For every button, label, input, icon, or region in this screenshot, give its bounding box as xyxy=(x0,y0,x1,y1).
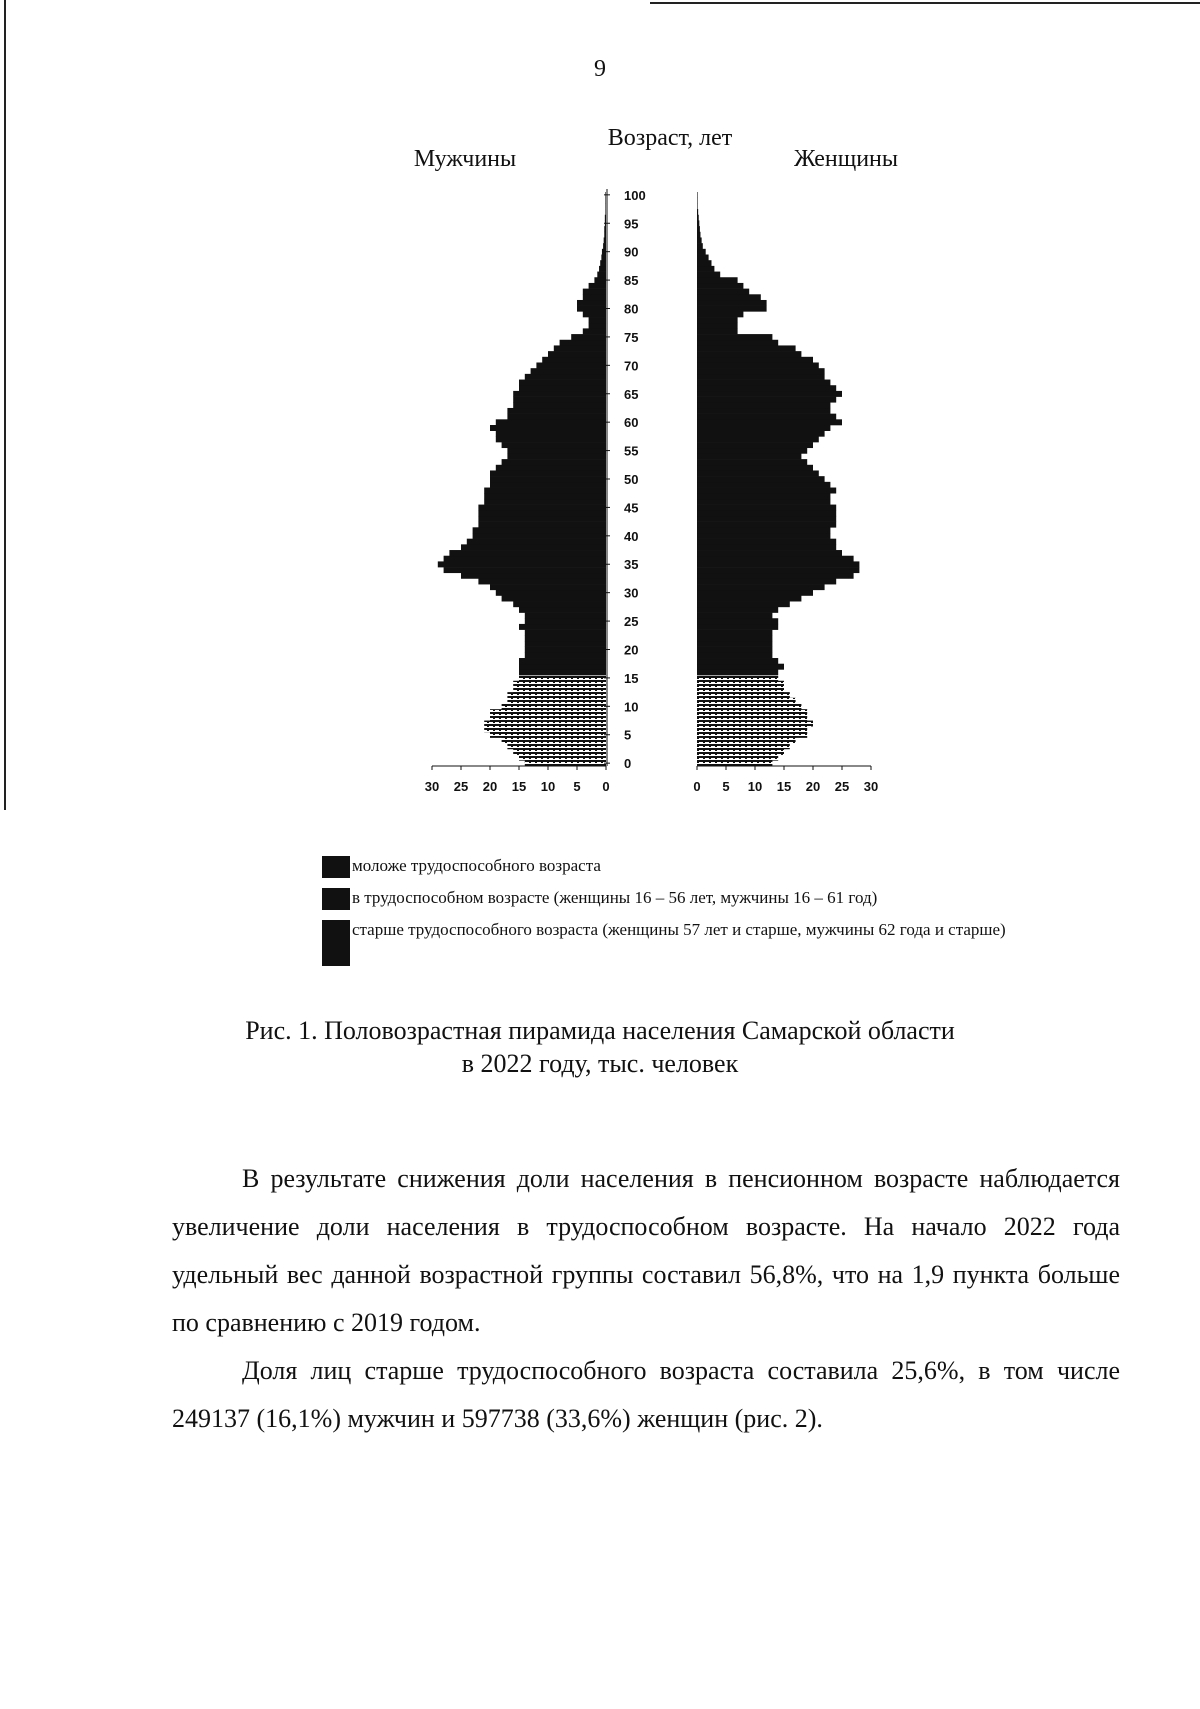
male-bar xyxy=(490,425,606,431)
male-bar xyxy=(513,686,606,692)
female-bar xyxy=(697,630,772,636)
female-bar xyxy=(697,527,830,533)
legend-label: в трудоспособном возрасте (женщины 16 – 56 лет, мужчины 16 – 61 год) xyxy=(352,888,878,907)
male-bar xyxy=(438,561,606,567)
page-number: 9 xyxy=(594,56,606,82)
female-bar xyxy=(697,738,796,744)
male-bar xyxy=(519,664,606,670)
caption-line-1: Рис. 1. Половозрастная пирамида населения Самарской области xyxy=(245,1016,955,1045)
male-bar xyxy=(513,681,606,687)
female-bar xyxy=(697,641,772,647)
male-bar xyxy=(461,544,606,550)
male-bar xyxy=(444,567,606,573)
legend-item-over-working xyxy=(322,919,1102,940)
male-value-tick-label: 30 xyxy=(424,779,440,794)
male-value-tick-label: 5 xyxy=(573,779,581,794)
male-bar xyxy=(519,380,606,386)
male-bar xyxy=(502,738,606,744)
female-bar xyxy=(697,448,807,454)
female-bar xyxy=(697,362,819,368)
male-bar xyxy=(589,317,606,323)
male-bar xyxy=(496,465,606,471)
female-bar xyxy=(697,686,784,692)
male-bar xyxy=(536,362,606,368)
female-bar xyxy=(697,510,836,516)
female-bar xyxy=(697,658,778,664)
female-bar xyxy=(697,345,796,351)
female-bar xyxy=(697,544,836,550)
female-bar xyxy=(697,272,720,278)
male-bar xyxy=(525,613,606,619)
male-bar xyxy=(490,482,606,488)
age-tick-label: 85 xyxy=(624,273,639,289)
male-bar xyxy=(525,647,606,653)
legend-swatch xyxy=(322,888,350,910)
male-bar xyxy=(599,266,606,272)
age-tick-label: 35 xyxy=(624,557,639,573)
male-bar xyxy=(467,539,606,545)
female-value-tick-label: 30 xyxy=(863,779,879,794)
female-bar xyxy=(697,613,772,619)
male-bar xyxy=(513,397,606,403)
age-tick-label: 45 xyxy=(624,500,639,516)
female-bar xyxy=(697,522,836,528)
male-bar xyxy=(461,573,606,579)
male-bar xyxy=(603,243,606,249)
female-bar xyxy=(697,635,772,641)
male-value-tick-label: 0 xyxy=(602,779,610,794)
caption-line-2: в 2022 году, тыс. человек xyxy=(461,1049,739,1078)
female-bar xyxy=(697,505,836,511)
female-value-tick-label: 20 xyxy=(805,779,821,794)
male-bar xyxy=(478,510,606,516)
female-bar xyxy=(697,652,772,658)
female-bar xyxy=(697,306,767,312)
male-bar xyxy=(507,743,606,749)
female-bar xyxy=(697,334,772,340)
age-tick-label: 50 xyxy=(624,472,639,487)
female-bar xyxy=(697,669,778,675)
male-bar xyxy=(583,311,606,317)
pyramid-svg xyxy=(0,0,1200,820)
male-bar xyxy=(604,232,606,238)
female-bar xyxy=(697,698,796,704)
male-side-label: Мужчины xyxy=(413,146,517,172)
male-bar xyxy=(513,402,606,408)
female-bar xyxy=(697,596,801,602)
legend-item-under-working xyxy=(322,855,1102,876)
female-bar xyxy=(697,470,819,476)
age-tick-label: 65 xyxy=(624,386,639,402)
male-bar xyxy=(605,209,606,215)
legend-swatch xyxy=(322,856,350,878)
male-bar xyxy=(507,692,606,698)
female-bar xyxy=(697,391,842,397)
female-bar xyxy=(697,243,703,249)
male-bar xyxy=(496,436,606,442)
female-bar xyxy=(697,436,819,442)
male-bar xyxy=(502,703,606,709)
female-bar xyxy=(697,493,830,499)
legend-label: моложе трудоспособного возраста xyxy=(352,856,601,875)
male-bar xyxy=(525,641,606,647)
female-bar xyxy=(697,203,698,209)
male-bar xyxy=(478,505,606,511)
male-bar xyxy=(604,237,606,243)
male-bar xyxy=(519,658,606,664)
female-bar xyxy=(697,311,743,317)
female-value-tick-label: 5 xyxy=(722,779,730,794)
age-tick-label: 100 xyxy=(624,187,646,203)
age-axis-title: Возраст, лет xyxy=(607,125,733,151)
male-bar xyxy=(478,516,606,522)
female-bar xyxy=(697,317,738,323)
male-bar xyxy=(577,306,606,312)
female-bar xyxy=(697,408,830,414)
female-bar xyxy=(697,357,813,363)
male-bar xyxy=(597,272,606,278)
male-bar xyxy=(496,419,606,425)
female-bar xyxy=(697,590,813,596)
female-bar xyxy=(697,220,699,226)
male-bar xyxy=(490,476,606,482)
female-bar xyxy=(697,397,836,403)
male-bar xyxy=(577,300,606,306)
female-bar xyxy=(697,743,790,749)
female-bar xyxy=(697,431,825,437)
age-tick-label: 0 xyxy=(624,756,632,772)
male-bar xyxy=(583,294,606,300)
male-bar xyxy=(507,453,606,459)
female-bar xyxy=(697,499,830,505)
male-bar xyxy=(484,499,606,505)
age-tick-label: 90 xyxy=(624,244,639,260)
female-bar xyxy=(697,618,778,624)
female-bar xyxy=(697,465,813,471)
female-value-tick-label: 0 xyxy=(693,779,701,794)
female-bar xyxy=(697,681,784,687)
female-bar xyxy=(697,664,784,670)
male-bar xyxy=(519,675,606,681)
age-tick-label: 25 xyxy=(624,614,639,630)
age-tick-label: 5 xyxy=(624,727,632,743)
paragraph-1: В результате снижения доли населения в пенсионном возрасте наблюдается увеличение доли населения в трудоспособном возрасте. На начало 2022 года удельный вес данной возрастной группы составил 56,8%, что на 1,9 пункта больше по сравнению с 2019 годом. xyxy=(172,1164,1120,1337)
age-tick-label: 60 xyxy=(624,415,639,431)
male-bar xyxy=(560,340,606,346)
female-value-tick-label: 10 xyxy=(747,779,763,794)
male-bar xyxy=(589,283,606,289)
age-tick-label: 80 xyxy=(624,301,639,317)
male-bar xyxy=(519,624,606,630)
female-bar xyxy=(697,209,698,215)
male-bar xyxy=(519,755,606,761)
age-tick-label: 75 xyxy=(624,329,639,345)
female-value-tick-label: 25 xyxy=(834,779,850,794)
age-tick-label: 15 xyxy=(624,670,639,686)
male-bar xyxy=(525,635,606,641)
female-bar xyxy=(697,323,738,329)
male-bar xyxy=(604,226,606,232)
age-tick-label: 70 xyxy=(624,358,639,374)
female-bar xyxy=(697,624,778,630)
age-tick-label: 55 xyxy=(624,443,639,459)
male-bar xyxy=(507,414,606,420)
male-value-tick-label: 15 xyxy=(511,779,527,794)
female-bar xyxy=(697,277,738,283)
female-bar xyxy=(697,584,825,590)
male-bar xyxy=(525,374,606,380)
female-bar xyxy=(697,561,859,567)
female-bar xyxy=(697,289,749,295)
female-bar xyxy=(697,533,830,539)
male-bar xyxy=(507,698,606,704)
male-bar xyxy=(478,522,606,528)
female-bar xyxy=(697,260,712,266)
female-bar xyxy=(697,647,772,653)
male-bar xyxy=(507,408,606,414)
male-bar xyxy=(490,715,606,721)
male-bar xyxy=(484,493,606,499)
male-bar xyxy=(502,442,606,448)
female-bar xyxy=(697,721,813,727)
male-bar xyxy=(583,289,606,295)
male-bar xyxy=(478,578,606,584)
age-tick-label: 40 xyxy=(624,528,639,544)
legend-item-working xyxy=(322,887,1102,908)
female-bar xyxy=(697,232,700,238)
male-value-tick-label: 20 xyxy=(482,779,498,794)
male-bar xyxy=(589,323,606,329)
female-bar xyxy=(697,374,825,380)
female-bar xyxy=(697,255,709,261)
female-bar xyxy=(697,732,807,738)
female-bars xyxy=(697,192,859,766)
male-bar xyxy=(490,470,606,476)
female-bar xyxy=(697,703,801,709)
male-bar xyxy=(513,601,606,607)
male-bar xyxy=(571,334,606,340)
female-bar xyxy=(697,249,706,255)
female-bar xyxy=(697,607,778,613)
male-bar xyxy=(605,198,606,204)
female-bar xyxy=(697,749,784,755)
female-bar xyxy=(697,425,830,431)
male-bar xyxy=(605,215,606,221)
female-bar xyxy=(697,351,801,357)
male-bar xyxy=(605,203,606,209)
male-bar xyxy=(525,760,606,766)
male-bar xyxy=(513,749,606,755)
female-bar xyxy=(697,601,790,607)
figure-caption xyxy=(0,1014,1200,1080)
female-bar xyxy=(697,476,825,482)
age-tick-label: 10 xyxy=(624,699,639,715)
female-bar xyxy=(697,516,836,522)
male-bar xyxy=(548,351,606,357)
male-bar xyxy=(554,345,606,351)
labels xyxy=(414,125,898,794)
male-bar xyxy=(490,732,606,738)
female-bar xyxy=(697,726,807,732)
body-text xyxy=(172,1155,1120,1443)
male-bar xyxy=(542,357,606,363)
paragraph-2: Доля лиц старше трудоспособного возраста составила 25,6%, в том числе 249137 (16,1%) мужчин и 597738 (33,6%) женщин (рис. 2). xyxy=(172,1356,1120,1433)
female-bar xyxy=(697,755,778,761)
age-tick-label: 30 xyxy=(624,585,639,601)
female-bar xyxy=(697,215,699,221)
male-bar xyxy=(519,669,606,675)
male-bar xyxy=(502,459,606,465)
age-tick-label: 20 xyxy=(624,642,639,658)
female-bar xyxy=(697,539,836,545)
male-bar xyxy=(519,607,606,613)
male-bar xyxy=(444,556,606,562)
female-bar xyxy=(697,578,836,584)
legend-label: старше трудоспособного возраста (женщины 57 лет и старше, мужчины 62 года и старше) xyxy=(352,920,1006,939)
female-bar xyxy=(697,567,859,573)
male-bar xyxy=(583,328,606,334)
female-bar xyxy=(697,380,830,386)
female-bar xyxy=(697,453,801,459)
male-bar xyxy=(531,368,606,374)
female-bar xyxy=(697,402,830,408)
male-bar xyxy=(519,385,606,391)
male-bar xyxy=(473,533,606,539)
female-bar xyxy=(697,760,772,766)
male-bar xyxy=(502,596,606,602)
male-bar xyxy=(496,590,606,596)
male-value-tick-label: 10 xyxy=(540,779,556,794)
female-bar xyxy=(697,226,700,232)
male-bar xyxy=(600,260,606,266)
female-bar xyxy=(697,340,778,346)
female-bar xyxy=(697,192,698,198)
legend xyxy=(322,855,1102,951)
female-bar xyxy=(697,573,854,579)
female-bar xyxy=(697,442,813,448)
male-bar xyxy=(449,550,606,556)
male-bar xyxy=(513,391,606,397)
female-bar xyxy=(697,385,836,391)
female-bar xyxy=(697,709,807,715)
male-bar xyxy=(496,431,606,437)
female-bar xyxy=(697,556,854,562)
female-bar xyxy=(697,328,738,334)
female-bar xyxy=(697,419,842,425)
female-bar xyxy=(697,294,761,300)
female-side-label: Женщины xyxy=(793,146,899,172)
female-bar xyxy=(697,414,836,420)
female-bar xyxy=(697,488,836,494)
female-bar xyxy=(697,715,807,721)
female-bar xyxy=(697,692,790,698)
male-bar xyxy=(484,726,606,732)
female-bar xyxy=(697,283,743,289)
male-bar xyxy=(490,709,606,715)
male-bar xyxy=(484,721,606,727)
female-bar xyxy=(697,675,778,681)
male-bar xyxy=(484,488,606,494)
female-bar xyxy=(697,300,767,306)
female-bar xyxy=(697,482,830,488)
female-bar xyxy=(697,459,807,465)
male-bar xyxy=(601,255,606,261)
female-bar xyxy=(697,550,842,556)
female-value-tick-label: 15 xyxy=(776,779,792,794)
male-bars xyxy=(438,192,606,766)
male-value-tick-label: 25 xyxy=(453,779,469,794)
male-bar xyxy=(490,584,606,590)
male-bar xyxy=(507,448,606,454)
male-bar xyxy=(473,527,606,533)
legend-swatch xyxy=(322,920,350,966)
male-bar xyxy=(525,652,606,658)
female-bar xyxy=(697,198,698,204)
age-tick-label: 95 xyxy=(624,216,639,232)
male-bar xyxy=(525,618,606,624)
male-bar xyxy=(525,630,606,636)
female-bar xyxy=(697,237,702,243)
female-bar xyxy=(697,368,825,374)
female-bar xyxy=(697,266,714,272)
